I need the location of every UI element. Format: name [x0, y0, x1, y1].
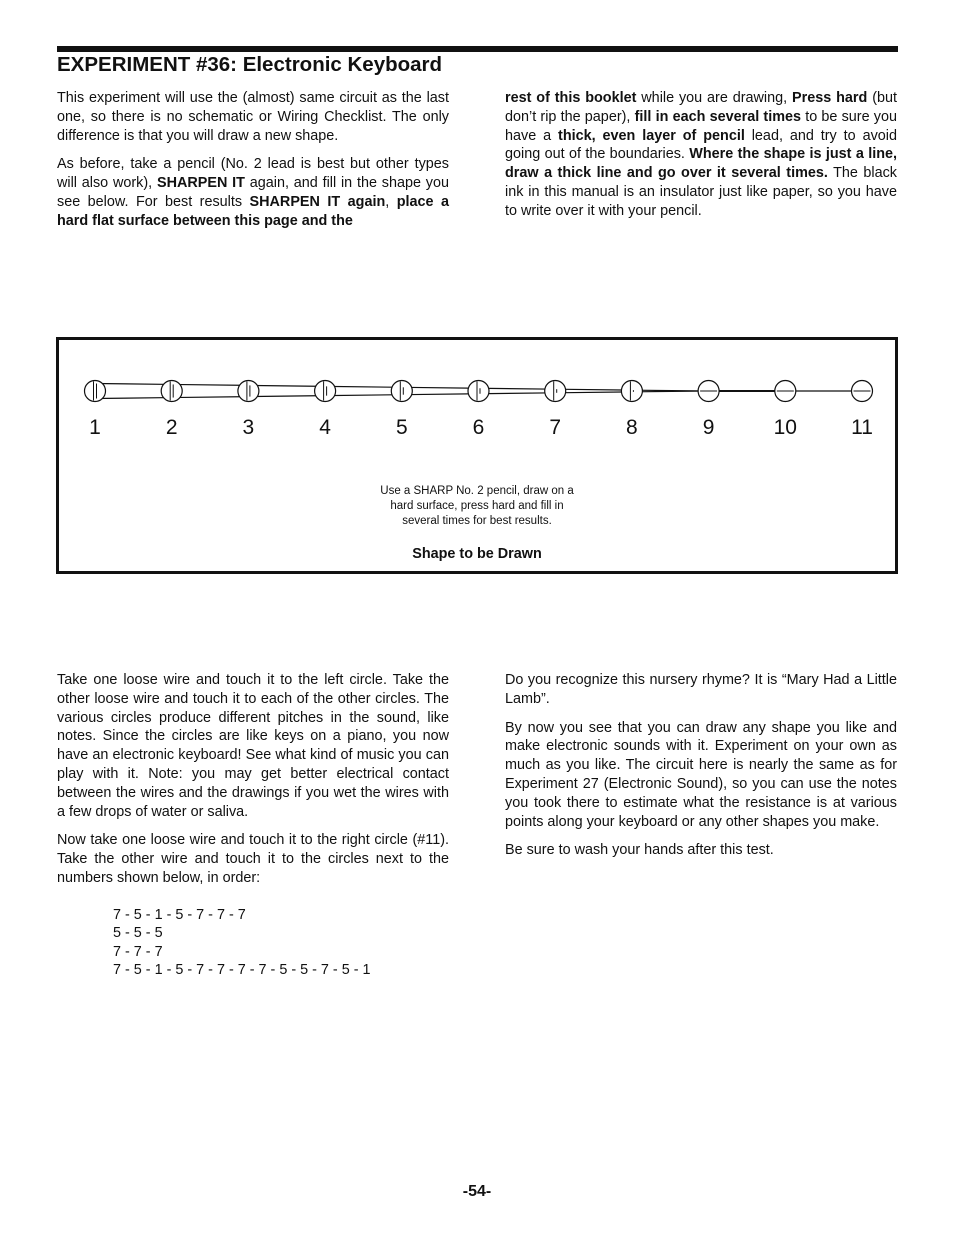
- body-column-right: [505, 671, 897, 870]
- band-edge: [95, 384, 172, 385]
- figure-caption: Shape to be Drawn: [412, 546, 542, 562]
- intro-paragraph-1: This experiment will use the (almost) same circuit as the last one, so there is no schematic or Wiring Checklist. The only difference is that you will draw a new shape.: [57, 90, 449, 144]
- header-rule: [57, 46, 898, 52]
- instruction-line: Use a SHARP No. 2 pencil, draw on a: [380, 485, 574, 497]
- body-paragraph: By now you see that you can draw any shape you like and make electronic sounds with it. Experiment on your own as much as you like. The circuit here is nearly the same as for Experiment 27 (Electronic Sound), so you can use the notes you took there to estimate what the resistance is at various points along your keyboard or any other shapes you make.: [505, 719, 897, 830]
- key-number-label: 4: [319, 416, 331, 439]
- key-number-label: 9: [702, 416, 715, 439]
- band-edge: [325, 395, 402, 396]
- band-edge: [248, 385, 325, 386]
- band-edge: [172, 397, 249, 398]
- key-circle: [315, 381, 336, 402]
- band-edge: [479, 388, 556, 389]
- page-number: -54-: [462, 1183, 492, 1200]
- keyboard-figure: [56, 337, 898, 574]
- sequence-line: 7 - 7 - 7: [113, 943, 163, 960]
- band-edge: [402, 387, 479, 388]
- key-circle: [161, 381, 182, 402]
- sequence-line: 7 - 5 - 1 - 5 - 7 - 7 - 7: [113, 906, 246, 923]
- intro-column-left: [57, 89, 449, 241]
- band-edge: [172, 384, 249, 385]
- key-number-label: 10: [773, 416, 797, 439]
- intro-paragraph-2-start: As before, take a pencil (No. 2 lead is best but other types will also work), SHARPEN IT again, and fill in the shape you see below. For best results SHARPEN IT again, place a hard flat surface between this page and the: [57, 156, 449, 229]
- key-number-label: 6: [472, 416, 485, 439]
- drawing-instructions: [59, 484, 895, 529]
- key-number-label: 7: [549, 416, 562, 439]
- band-edge: [555, 392, 632, 393]
- band-edge: [479, 393, 556, 394]
- key-circle: [545, 381, 566, 402]
- band-edge: [402, 394, 479, 395]
- note-sequence: [113, 906, 449, 980]
- band-edge: [555, 389, 632, 390]
- key-circle: [85, 381, 106, 402]
- key-number-label: 3: [242, 416, 255, 439]
- key-circle: [468, 381, 489, 402]
- band-edge: [325, 386, 402, 387]
- page-title: EXPERIMENT #36: Electronic Keyboard: [57, 53, 443, 76]
- key-number-label: 2: [165, 416, 178, 439]
- key-circle: [238, 381, 259, 402]
- instruction-line: several times for best results.: [402, 515, 552, 527]
- key-number-label: 1: [89, 416, 101, 439]
- body-paragraph: Now take one loose wire and touch it to the right circle (#11). Take the other wire and touch it to the circles next to the numbers shown below, in order:: [57, 832, 449, 886]
- sequence-line: 7 - 5 - 1 - 5 - 7 - 7 - 7 - 7 - 5 - 5 - 7 - 5 - 1: [113, 962, 371, 979]
- sequence-line: 5 - 5 - 5: [113, 925, 163, 942]
- body-paragraph: Take one loose wire and touch it to the left circle. Take the other loose wire and touch it to each of the other circles. The various circles produce different pitches in the sound, like notes. Since the circles are like keys on a piano, you now have an electronic keyboard! See what kind of music you can play with it. Note: you may get better electrical contact between the wires and the drawings if you wet the wires with a few drops of water or saliva.: [57, 672, 449, 820]
- key-number-label: 11: [851, 416, 873, 439]
- intro-column-right: [505, 89, 897, 231]
- key-circle: [391, 381, 412, 402]
- body-column-left: [57, 671, 449, 980]
- instruction-line: hard surface, press hard and fill in: [390, 500, 564, 512]
- key-number-label: 8: [626, 416, 638, 439]
- intro-paragraph-2-continued: rest of this booklet while you are drawing, Press hard (but don’t rip the paper), fill in each several times to be sure you have a thick, even layer of pencil lead, and try to avoid going out of the boundaries. Where the shape is just a line, draw a thick line and go over it several times. The black ink in this manual is an insulator just like paper, so you have to write over it with your pencil.: [505, 90, 898, 219]
- body-paragraph: Do you recognize this nursery rhyme? It is “Mary Had a Little Lamb”.: [505, 672, 897, 707]
- band-edge: [248, 396, 325, 397]
- body-paragraph: Be sure to wash your hands after this test.: [505, 842, 774, 859]
- key-number-label: 5: [395, 416, 408, 439]
- band-edge: [95, 398, 172, 399]
- key-circle: [621, 381, 642, 402]
- keyboard-shape: [59, 340, 895, 571]
- band-edge: [632, 391, 709, 392]
